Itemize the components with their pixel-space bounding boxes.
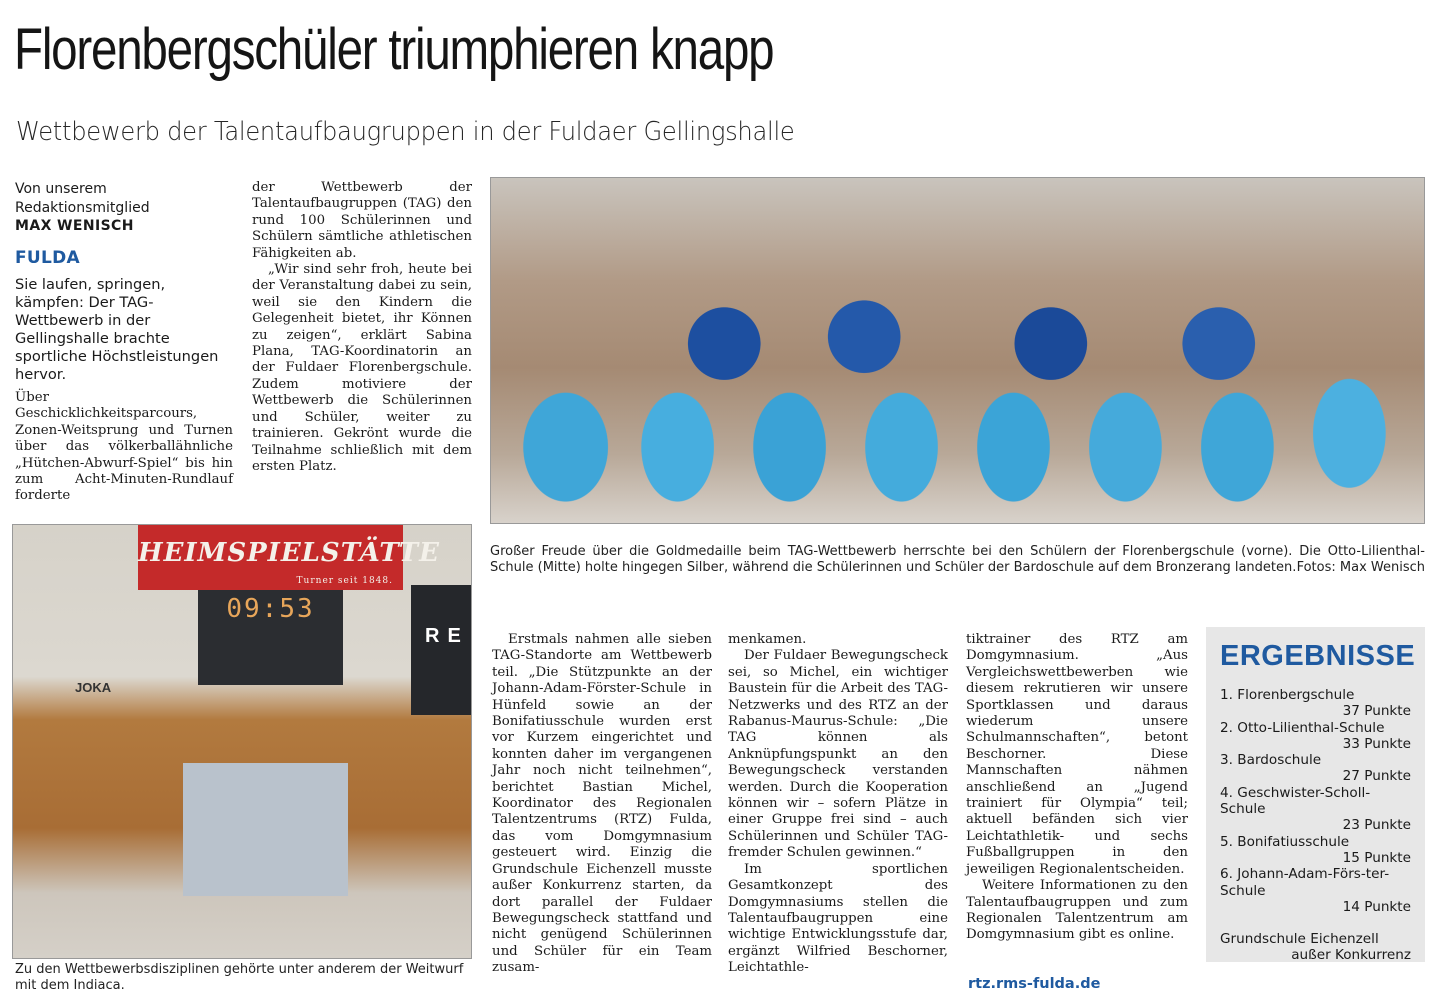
result-school: 4. Geschwister-Scholl-Schule — [1220, 784, 1371, 818]
banner-subtext: Turner seit 1848. — [296, 576, 393, 586]
result-points: 27 Punkte — [1342, 768, 1411, 785]
side-photo-caption: Zu den Wettbewerbsdisziplinen gehörte unter anderem der Weitwurf mit dem Indiaca. — [15, 962, 464, 993]
column-5 — [966, 632, 1188, 944]
column-3 — [492, 632, 712, 977]
result-points: 37 Punkte — [1342, 703, 1411, 720]
results-note — [1220, 931, 1411, 964]
result-school: 5. Bonifatiusschule — [1220, 833, 1350, 850]
scoreboard-time: 09:53 — [226, 594, 315, 624]
note-school: Grundschule Eichenzell — [1220, 931, 1379, 948]
results-box — [1206, 627, 1425, 962]
column-4 — [728, 632, 948, 977]
result-points: 14 Punkte — [1342, 898, 1411, 915]
paragraph: Der Fuldaer Bewegungscheck sei, so Michel, ein wichtiger Baustein für die Arbeit des TAG-Netzwerks und des RTZ an der Rabanus-Maurus-Schule: „Die TAG können als Anknüpfungspunkt an den Bewegungscheck verstanden werden. Durch die Kooperation können wir – sofern Plätze in einer Gruppe frei sind – auch Schülerinnen und Schüler TAG-fremder Schulen gewinnen.“ — [728, 648, 948, 861]
lead-paragraph: Sie laufen, springen, kämpfen: Der TAG-Wettbewerb in der Gellingshalle brachte sportliche Höchstleistungen hervor. — [15, 276, 219, 383]
result-item — [1220, 834, 1411, 867]
result-points: 33 Punkte — [1342, 735, 1411, 752]
column-1-body — [15, 390, 233, 505]
headline: Florenbergschüler triumphieren knapp — [14, 17, 774, 82]
paragraph: Im sportlichen Gesamtkonzept des Domgymnasiums stellen die Talentaufbaugruppen eine wichtige Entwicklungsstufe dar, ergänzt Wilfried Beschorner, Leichtathle- — [728, 861, 948, 976]
result-item — [1220, 866, 1411, 915]
result-points: 15 Punkte — [1342, 849, 1411, 866]
result-item — [1220, 687, 1411, 720]
byline-line2: Redaktionsmitglied — [15, 199, 150, 216]
paragraph: Erstmals nahmen alle sieben TAG-Standorte am Wettbewerb teil. „Die Stützpunkte an der Johann-Adam-Förster-Schule in Hünfeld sowie an der Bonifatiusschule wurden erst vor Kurzem eingerichtet und konnten daher im vergangenen Jahr noch nicht teilnehmen“, berichtet Bastian Michel, Koordinator des Regionalen Talentzentrums (RTZ) Fulda, das vom Domgymnasium gesteuert wird. Einzig die Grundschule Eichenzell musste außer Konkurrenz starten, da dort parallel der Fuldaer Bewegungscheck stattfand und nicht genügend Schülerinnen und Schüler für ein Team zusam- — [492, 632, 712, 976]
paragraph: Weitere Informationen zu den Talentaufbaugruppen und zum Regionalen Talentzentrum am Domgymnasium gibt es online. — [966, 878, 1188, 943]
info-link[interactable]: rtz.rms-fulda.de — [968, 976, 1101, 992]
result-school: 6. Johann-Adam-Förs-ter-Schule — [1220, 866, 1390, 899]
dark-banner: RE — [411, 585, 471, 715]
paragraph: Über Geschicklichkeitsparcours, Zonen-Weitsprung und Turnen über das völkerballähnliche „Hütchen-Abwurf-Spiel“ bis hin zum Acht-Minuten-Rundlauf forderte — [15, 390, 233, 504]
paragraph: menkamen. — [728, 632, 807, 647]
result-item — [1220, 720, 1411, 753]
byline-author: MAX WENISCH — [15, 218, 134, 234]
photo-credit: Fotos: Max Wenisch — [1296, 560, 1425, 575]
paragraph: der Wettbewerb der Talentaufbaugruppen (TAG) den rund 100 Schülerinnen und Schülern sämtliche athletischen Fähigkeiten ab. — [252, 180, 472, 261]
note-status: außer Konkurrenz — [1291, 947, 1411, 964]
subheadline: Wettbewerb der Talentaufbaugruppen in der Fuldaer Gellingshalle — [16, 117, 795, 147]
results-title: ERGEBNISSE — [1220, 640, 1416, 672]
action-photo — [12, 524, 472, 959]
photo-banner — [138, 525, 440, 590]
paragraph: tiktrainer des RTZ am Domgymnasium. „Aus Vergleichswettbewerben wie diesem rekrutieren wir unsere Sportklassen und daraus wiederum unsere Schulmannschaften“, betont Beschorner. Diese Mannschaften nähmen anschließend an „Jugend trainiert für Olympia“ teil; aktuell befänden sich vier Leichtathletik- und sechs Fußballgruppen in den jeweiligen Regionalentscheiden. — [966, 632, 1188, 877]
caption-text: Großer Freude über die Goldmedaille beim TAG-Wettbewerb herrschte bei den Schülern der Florenbergschule (vorne). Die Otto-Lilienthal-Schule (Mitte) holte hingegen Silber, während die Schülerinnen und Schüler der Bardoschule auf dem Bronzerang landeten. — [490, 544, 1425, 575]
joka-sign: JOKA — [75, 680, 112, 695]
group-photo — [490, 177, 1425, 524]
result-item — [1220, 785, 1411, 834]
byline-line1: Von unserem — [15, 181, 107, 197]
result-school: 3. Bardoschule — [1220, 752, 1322, 769]
result-school: 2. Otto-Lilienthal-Schule — [1220, 719, 1385, 736]
paragraph: „Wir sind sehr froh, heute bei der Veranstaltung dabei zu sein, weil sie den Kindern die Gelegenheit bietet, ihr Können zu zeigen“, erklärt Sabina Plana, TAG-Koordinatorin an der Fuldaer Florenbergschule. Zudem motiviere der Wettbewerb die Schülerinnen und Schüler, weiter zu trainieren. Gekrönt wurde die Teilnahme schließlich mit dem ersten Platz. — [252, 262, 472, 474]
column-2 — [252, 180, 472, 475]
doorway — [183, 763, 348, 896]
scoreboard — [198, 590, 343, 685]
banner-text: HEIMSPIELSTÄTTE — [138, 538, 440, 568]
result-points: 23 Punkte — [1342, 817, 1411, 834]
result-school: 1. Florenbergschule — [1220, 687, 1355, 703]
byline — [15, 180, 235, 236]
dateline: FULDA — [15, 248, 81, 268]
result-item — [1220, 752, 1411, 785]
main-photo-caption — [490, 544, 1425, 576]
